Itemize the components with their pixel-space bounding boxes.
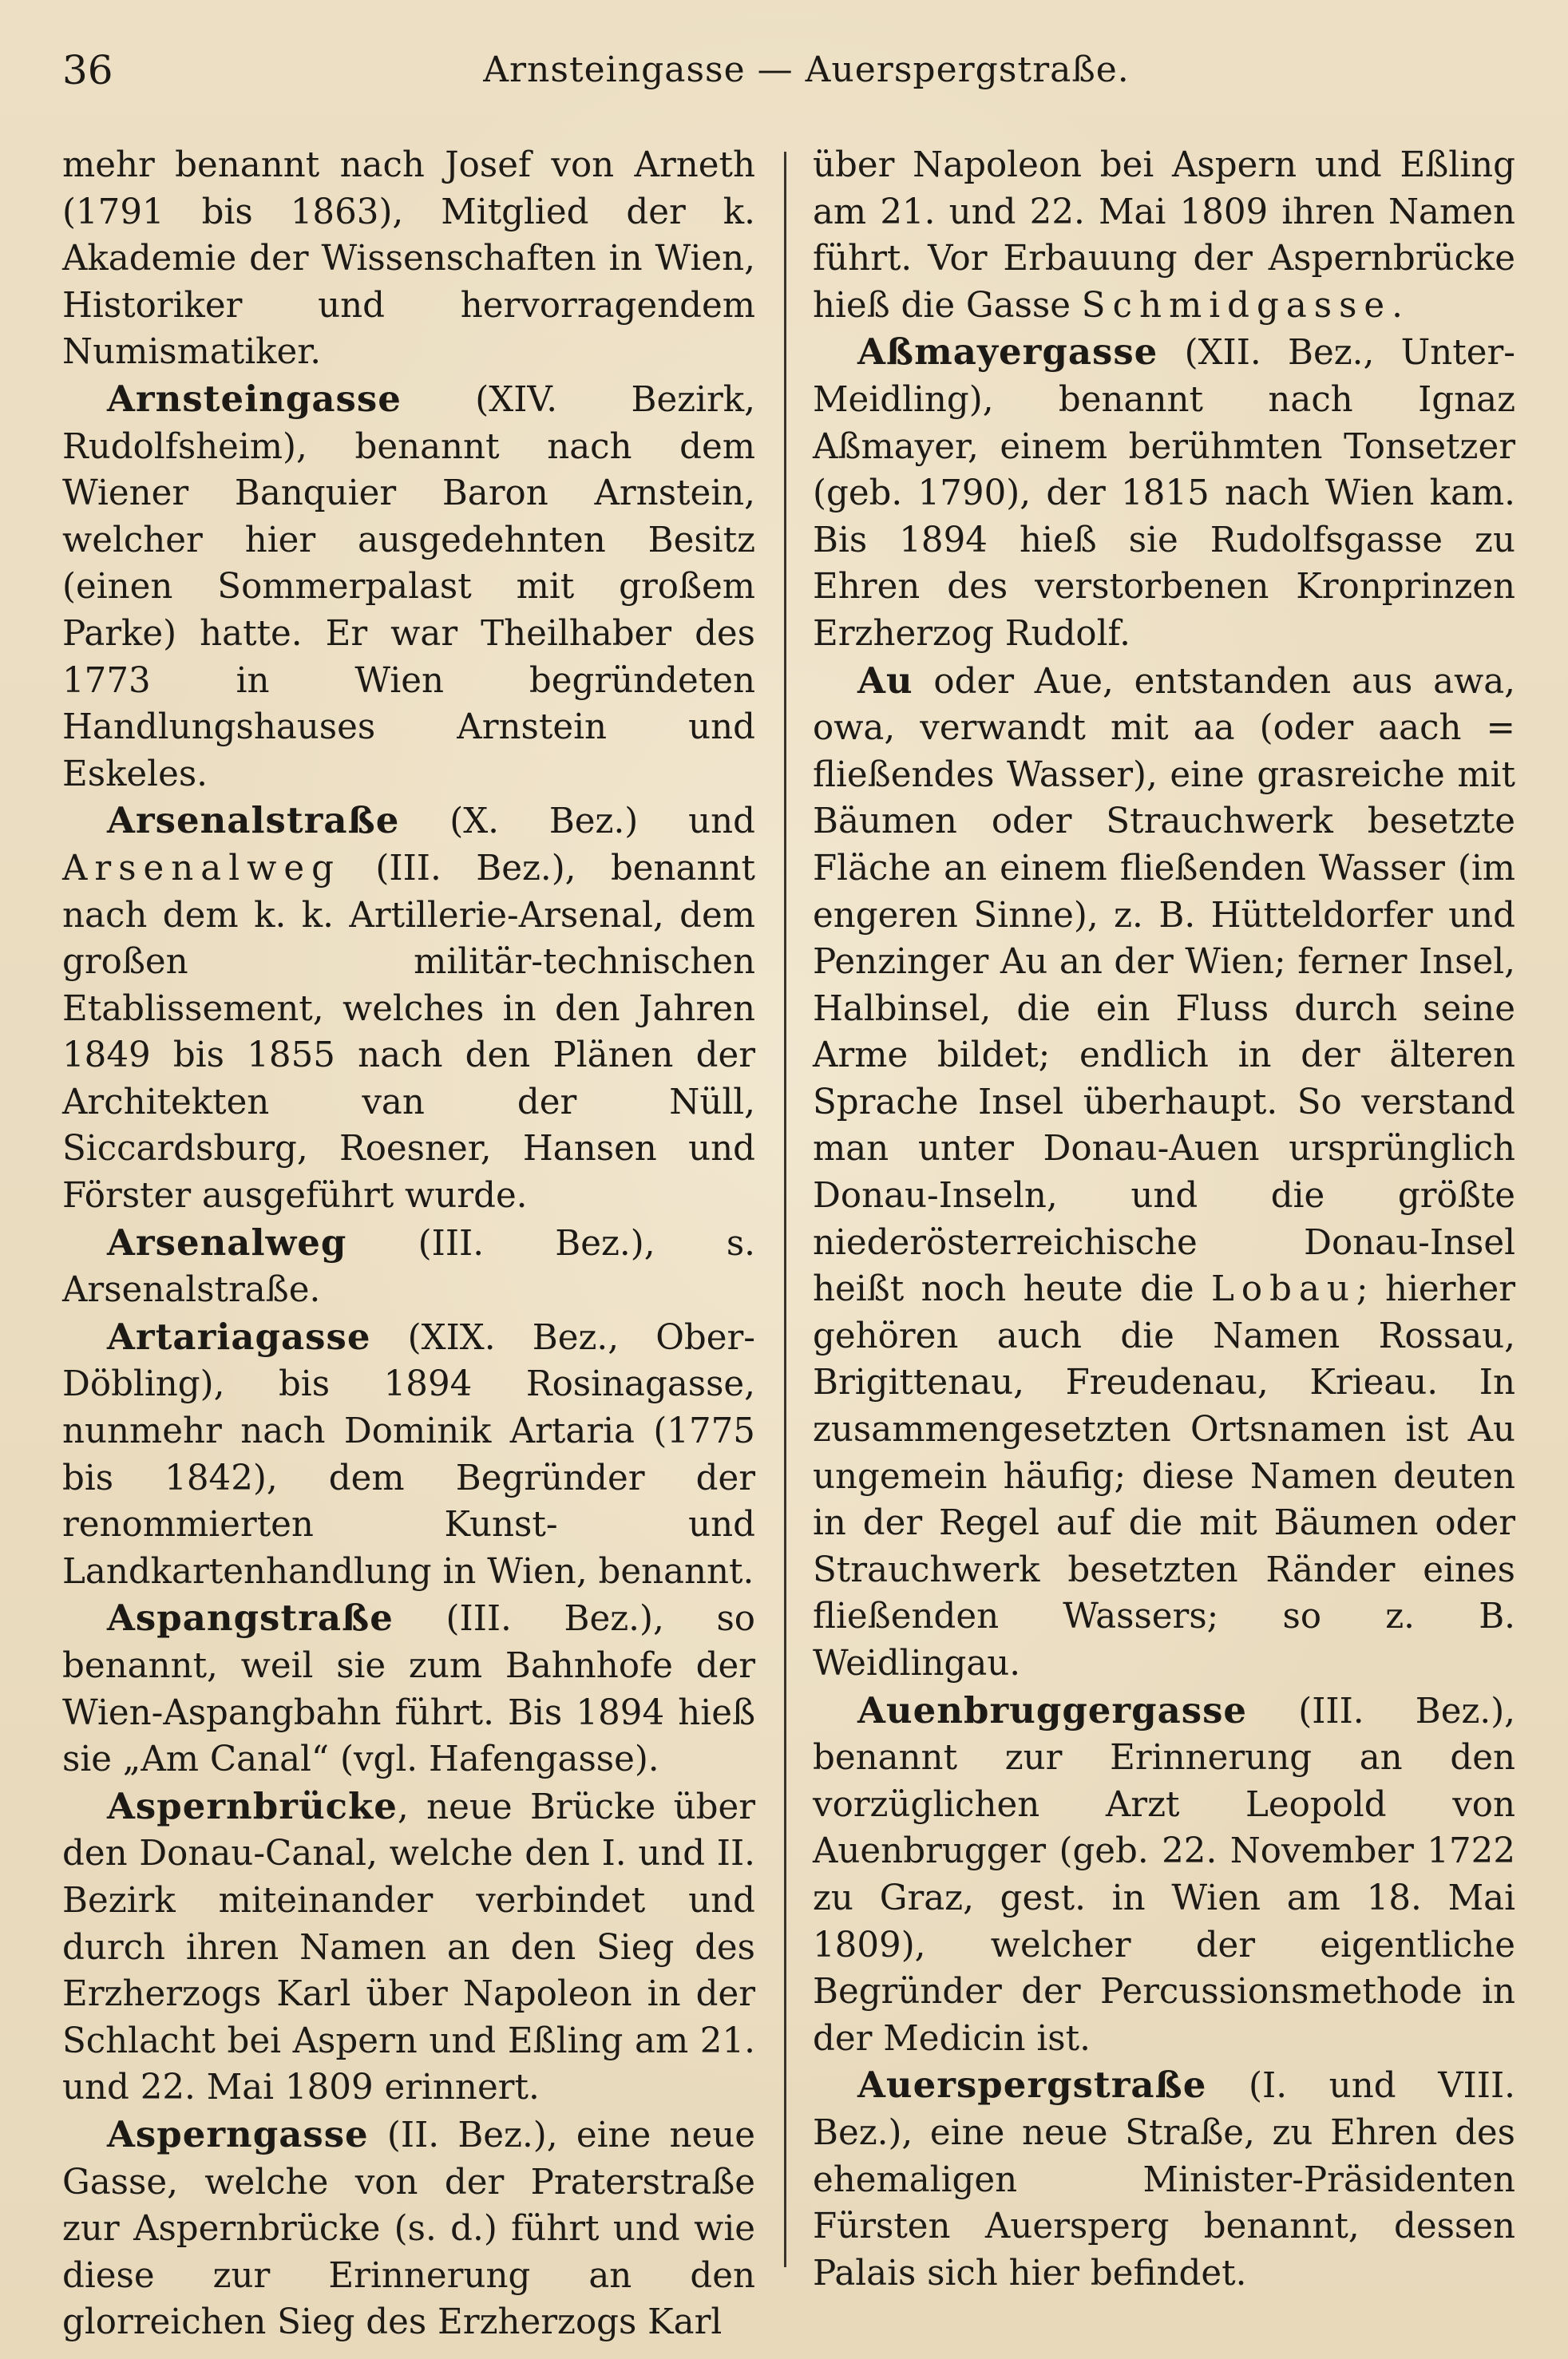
running-head: Arnsteingasse — Auerspergstraße. bbox=[483, 49, 1130, 90]
right-column bbox=[813, 142, 1515, 2297]
entry-headword: Auerspergstraße bbox=[857, 2064, 1207, 2107]
entry-asperngasse-continuation bbox=[813, 142, 1515, 329]
entry-headword: Aspangstraße bbox=[107, 1597, 394, 1640]
entry-headword: Arsenalstraße bbox=[107, 799, 400, 842]
entry-arsenalstrasse bbox=[62, 798, 755, 1219]
entry-headword: Asperngasse bbox=[107, 2112, 369, 2155]
entry-aspangstrasse bbox=[62, 1595, 755, 1783]
spaced-name: Lobau bbox=[1211, 1269, 1356, 1310]
entry-text: (I. und VIII. Bez.), eine neue Straße, zu Ehren des ehemaligen Minister-Präsidenten Fürsten Auersperg benannt, dessen Palais sich hier befindet. bbox=[813, 2066, 1515, 2294]
entry-assmayergasse bbox=[813, 329, 1515, 657]
entry-au bbox=[813, 658, 1515, 1688]
column-divider bbox=[784, 152, 786, 2267]
entry-text: (XIX. Bez., Ober-Döbling), bis 1894 Rosinagasse, nunmehr nach Dominik Artaria (1775 bis 1842), dem Begründer der renommierten Kunst- und Landkartenhandlung in Wien, benannt. bbox=[62, 1317, 755, 1592]
entry-text: (III. Bez.), benannt nach dem k. k. Artillerie-Arsenal, dem großen militär-technischen Etablissement, welches in den Jahren 1849 bis 1855 nach den Plänen der Architekten van der Nüll, Siccardsburg, Roesner, Hansen und Förster ausgeführt wurde. bbox=[62, 848, 755, 1217]
entry-asperngasse bbox=[62, 2112, 755, 2346]
entry-text: (III. Bez.), benannt zur Erinnerung an den vorzüglichen Arzt Leopold von Auenbrugger (geb. 22. November 1722 zu Graz, gest. in Wien am 18. Mai 1809), welcher der eigentliche Begründer der Percussionsmethode in der Medicin ist. bbox=[813, 1691, 1515, 2059]
entry-arneth-continuation bbox=[62, 142, 755, 376]
entry-auenbruggergasse bbox=[813, 1688, 1515, 2063]
spaced-name: Schmidgasse bbox=[1081, 285, 1392, 326]
entry-headword: Arnsteingasse bbox=[107, 377, 402, 420]
entry-text: oder Aue, entstanden aus awa, owa, verwandt mit aa (oder aach = fließendes Wasser), eine grasreiche mit Bäumen oder Strauchwerk besetzte Fläche an einem fließenden Wasser (im engeren Sinne), z. B. Hütteldorfer und Penzinger Au an der Wien; ferner Insel, Halbinsel, die ein Fluss durch seine Arme bildet; endlich in der älteren Sprache Insel überhaupt. So verstand man unter Donau-Auen ursprünglich Donau-Inseln, und die größte niederösterreichische Donau-Insel heißt noch heute die bbox=[813, 661, 1515, 1310]
entry-artariagasse bbox=[62, 1314, 755, 1596]
entry-headword: Au bbox=[857, 659, 913, 702]
spaced-name: Arsenalweg bbox=[62, 848, 341, 889]
entry-text: (II. Bez.), eine neue Gasse, welche von der Praterstraße zur Aspernbrücke (s. d.) führt und wie diese zur Erinnerung an den glorreichen Sieg des Erzherzogs Karl bbox=[62, 2115, 755, 2343]
entry-headword: Aspernbrücke bbox=[107, 1784, 398, 1827]
entry-headword: Auenbruggergasse bbox=[857, 1688, 1248, 1732]
entry-text: (XII. Bez., Unter-Meidling), benannt nach Ignaz Aßmayer, einem berühmten Tonsetzer (geb. 1790), der 1815 nach Wien kam. Bis 1894 hieß sie Rudolfsgasse zu Ehren des verstorbenen Kronprinzen Erzherzog Rudolf. bbox=[813, 333, 1515, 654]
entry-auerspergstrasse bbox=[813, 2062, 1515, 2297]
entry-headword: Arsenalweg bbox=[107, 1221, 347, 1264]
entry-text: (XIV. Bezirk, Rudolfsheim), benannt nach dem Wiener Banquier Baron Arnstein, welcher hier ausgedehnten Besitz (einen Sommerpalast mit großem Parke) hatte. Er war Theilhaber des 1773 in Wien begründeten Handlungshauses Arnstein und Eskeles. bbox=[62, 379, 755, 794]
entry-text: ; hierher gehören auch die Namen Rossau, Brigittenau, Freudenau, Krieau. In zusammengesetzten Ortsnamen ist Au ungemein häufig; diese Namen deuten in der Regel auf die mit Bäumen oder Strauchwerk besetzten Ränder eines fließenden Wassers; so z. B. Weidlingau. bbox=[813, 1269, 1515, 1684]
entry-aspernbruecke bbox=[62, 1783, 755, 2112]
entry-text: über Napoleon bei Aspern und Eßling am 21. und 22. Mai 1809 ihren Namen führt. Vor Erbauung der Aspernbrücke hieß die Gasse bbox=[813, 145, 1515, 326]
left-column bbox=[62, 142, 755, 2346]
entry-text: (III. Bez.), s. Arsenalstraße. bbox=[62, 1223, 755, 1311]
entry-headword: Aßmayergasse bbox=[857, 330, 1158, 374]
entry-text: (X. Bez.) und bbox=[399, 802, 755, 842]
entry-arsenalweg bbox=[62, 1220, 755, 1314]
page-number: 36 bbox=[62, 47, 113, 93]
entry-text: . bbox=[1392, 285, 1403, 326]
entry-text: (III. Bez.), so benannt, weil sie zum Bahnhofe der Wien-Aspangbahn führt. Bis 1894 hieß sie „Am Canal“ (vgl. Hafengasse). bbox=[62, 1599, 755, 1780]
entry-text: mehr benannt nach Josef von Arneth (1791 bis 1863), Mitglied der k. Akademie der Wissenschaften in Wien, Historiker und hervorragendem Numismatiker. bbox=[62, 145, 755, 373]
entry-text: , neue Brücke über den Donau-Canal, welche den I. und II. Bezirk miteinander verbindet und durch ihren Namen an den Sieg des Erzherzogs Karl über Napoleon in der Schlacht bei Aspern und Eßling am 21. und 22. Mai 1809 erinnert. bbox=[62, 1787, 755, 2108]
entry-headword: Artariagasse bbox=[107, 1315, 371, 1358]
entry-arnsteingasse bbox=[62, 376, 755, 798]
